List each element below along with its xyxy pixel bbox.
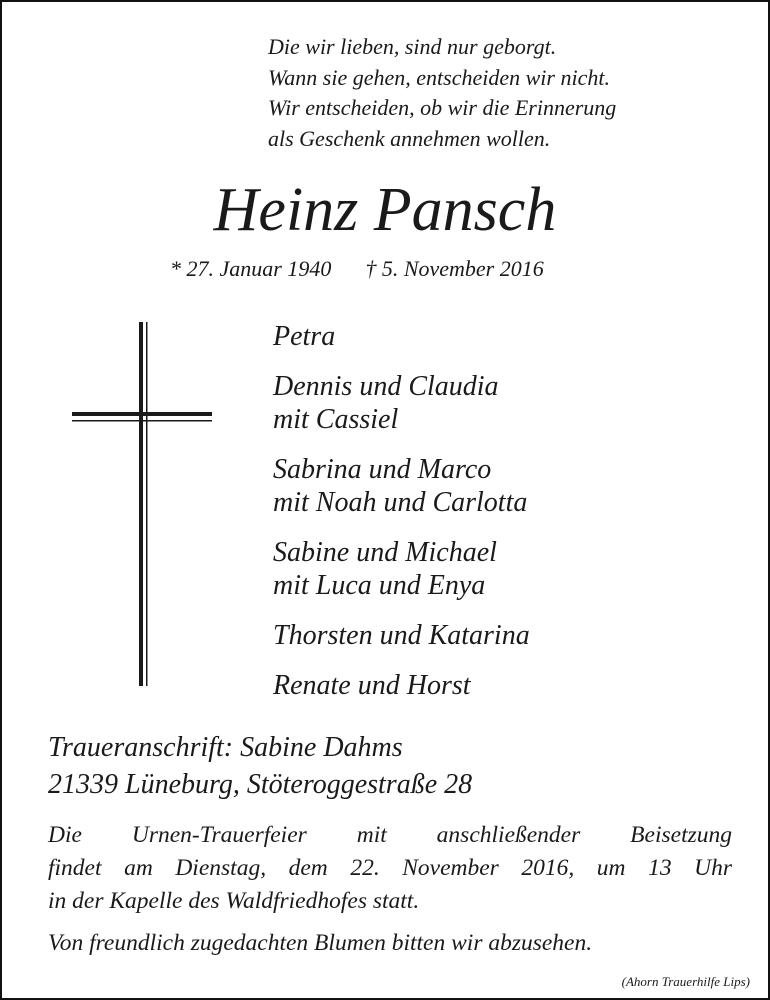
family-member: Renate und Horst <box>273 670 471 701</box>
family-group <box>273 536 530 602</box>
birth-date: * 27. Januar 1940 <box>170 256 332 281</box>
life-dates <box>170 254 544 284</box>
poem-line: Wir entscheiden, ob wir die Erinnerung <box>268 95 617 120</box>
poem-line: Wann sie gehen, entscheiden wir nicht. <box>268 64 610 90</box>
ceremony-text <box>48 819 732 918</box>
address-line: Traueranschrift: Sabine Dahms <box>48 732 403 763</box>
family-member: mit Noah und Carlotta <box>273 487 528 518</box>
family-member: Sabine und Michael <box>273 537 497 568</box>
address-line: 21339 Lüneburg, Stöteroggestraße 28 <box>48 769 473 800</box>
poem-line: als Geschenk annehmen wollen. <box>268 125 551 151</box>
memorial-poem <box>268 32 616 154</box>
family-member: Thorsten und Katarina <box>273 620 530 651</box>
family-member: mit Cassiel <box>273 404 399 435</box>
ceremony-line: in der Kapelle des Waldfriedhofes statt. <box>48 888 420 914</box>
family-member: Sabrina und Marco <box>273 454 492 485</box>
death-date: † 5. November 2016 <box>365 256 544 281</box>
poem-line: Die wir lieben, sind nur geborgt. <box>268 34 557 59</box>
family-list <box>273 320 530 702</box>
family-group <box>273 320 530 353</box>
family-group <box>273 619 530 652</box>
mourning-address <box>48 729 472 803</box>
ceremony-line: Die Urnen-Trauerfeier mit anschließender Beisetzung <box>48 822 732 848</box>
flowers-request: Von freundlich zugedachten Blumen bitten wir abzusehen. <box>48 930 593 956</box>
funeral-home-credit: (Ahorn Trauerhilfe Lips) <box>621 974 750 989</box>
family-group <box>273 669 530 702</box>
deceased-name: Heinz Pansch <box>213 176 557 244</box>
family-member: mit Luca und Enya <box>273 570 486 601</box>
family-member: Dennis und Claudia <box>273 371 499 402</box>
family-group <box>273 453 530 519</box>
family-member: Petra <box>273 321 336 352</box>
ceremony-line: findet am Dienstag, dem 22. November 2016, um 13 Uhr <box>48 855 732 881</box>
family-group <box>273 370 530 436</box>
cross-icon <box>72 322 214 686</box>
